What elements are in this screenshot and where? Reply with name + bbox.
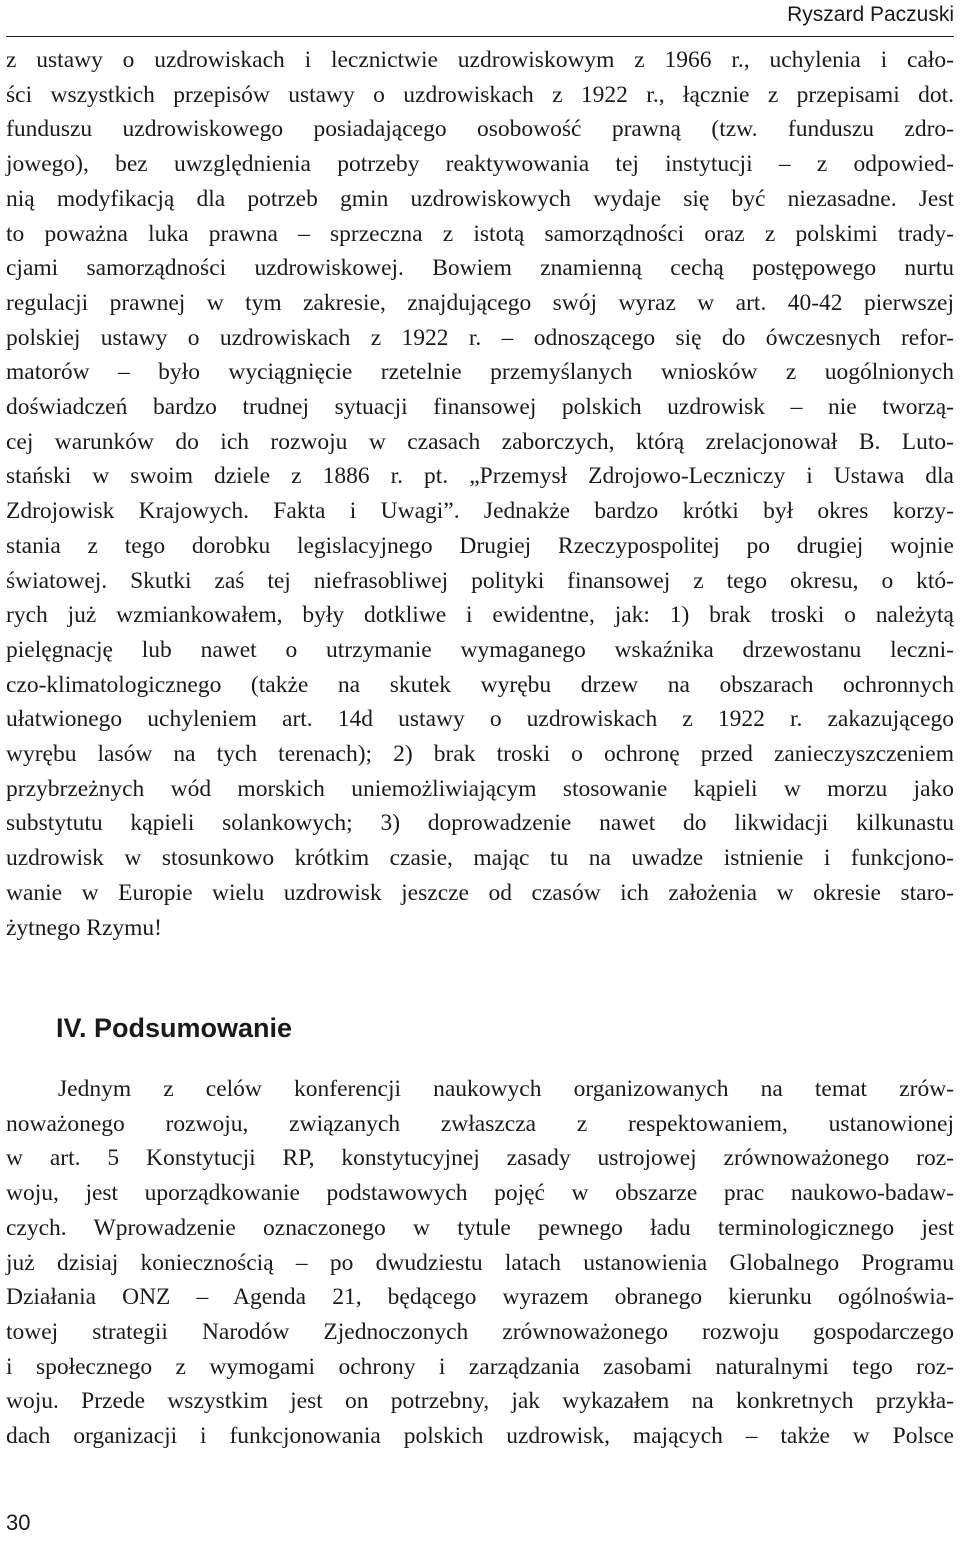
- body-paragraph-2: [6, 1072, 954, 1454]
- text-line: regulacji prawnej w tym zakresie, znajdującego swój wyraz w art. 40-42 pierwszej: [6, 289, 954, 316]
- text-line: Działania ONZ – Agenda 21, będącego wyrazem obranego kierunku ogólnoświa-: [6, 1284, 954, 1311]
- text-line: Jednym z celów konferencji naukowych organizowanych na temat zrów-: [58, 1076, 954, 1102]
- text-line: ści wszystkich przepisów ustawy o uzdrowiskach z 1922 r., łącznie z przepisami dot.: [6, 81, 954, 108]
- text-line: w art. 5 Konstytucji RP, konstytucyjnej zasady ustrojowej zrównoważonego roz-: [6, 1145, 954, 1172]
- section-heading: IV. Podsumowanie: [56, 1013, 293, 1043]
- text-line: uzdrowisk w stosunkowo krótkim czasie, mając tu na uwadze istnienie i funkcjono-: [6, 845, 954, 872]
- text-line: dach organizacji i funkcjonowania polskich uzdrowisk, mających – także w Polsce: [6, 1423, 954, 1450]
- text-line: wanie w Europie wielu uzdrowisk jeszcze od czasów ich założenia w okresie staro-: [6, 879, 954, 906]
- text-line: już dzisiaj koniecznością – po dwudziestu latach ustanowienia Globalnego Programu: [6, 1249, 954, 1276]
- text-line: z ustawy o uzdrowiskach i lecznictwie uzdrowiskowym z 1966 r., uchylenia i cało-: [6, 47, 954, 73]
- text-line: stania z tego dorobku legislacyjnego Drugiej Rzeczypospolitej po drugiej wojnie: [6, 532, 954, 559]
- text-line: pielęgnację lub nawet o utrzymanie wymaganego wskaźnika drzewostanu leczni-: [6, 636, 954, 663]
- text-line: czo-klimatologicznego (także na skutek wyrębu drzew na obszarach ochronnych: [6, 671, 954, 698]
- text-line: ułatwionego uchyleniem art. 14d ustawy o uzdrowiskach z 1922 r. zakazującego: [6, 706, 954, 733]
- text-line: noważonego rozwoju, związanych zwłaszcza z respektowaniem, ustanowionej: [6, 1110, 954, 1137]
- running-header-author: Ryszard Paczuski: [787, 3, 954, 26]
- text-line: doświadczeń bardzo trudnej sytuacji finansowej polskich uzdrowisk – nie tworzą-: [6, 394, 954, 421]
- text-line: woju. Przede wszystkim jest on potrzebny, jak wykazałem na konkretnych przykła-: [6, 1388, 954, 1415]
- body-paragraph-1: [6, 43, 954, 945]
- text-line: towej strategii Narodów Zjednoczonych zrównoważonego rozwoju gospodarczego: [6, 1318, 954, 1345]
- text-line: przybrzeżnych wód morskich uniemożliwiającym stosowanie kąpieli w morzu jako: [6, 775, 954, 802]
- text-line: cej warunków do ich rozwoju w czasach zaborczych, którą zrelacjonował B. Luto-: [6, 428, 954, 455]
- page-number: 30: [6, 1510, 31, 1535]
- text-line: stański w swoim dziele z 1886 r. pt. „Przemysł Zdrojowo-Leczniczy i Ustawa dla: [6, 463, 954, 490]
- text-line: i społecznego z wymogami ochrony i zarządzania zasobami naturalnymi tego roz-: [6, 1353, 954, 1380]
- text-line: to poważna luka prawna – sprzeczna z istotą samorządności oraz z polskimi trady-: [6, 220, 954, 247]
- text-line: cjami samorządności uzdrowiskowej. Bowiem znamienną cechą postępowego nurtu: [6, 255, 954, 282]
- text-line: Zdrojowisk Krajowych. Fakta i Uwagi”. Jednakże bardzo krótki był okres korzy-: [6, 498, 954, 525]
- text-line: czych. Wprowadzenie oznaczonego w tytule pewnego ładu terminologicznego jest: [6, 1214, 954, 1241]
- text-line: substytutu kąpieli solankowych; 3) doprowadzenie nawet do likwidacji kilkunastu: [6, 810, 954, 837]
- text-line: woju, jest uporządkowanie podstawowych pojęć w obszarze prac naukowo-badaw-: [6, 1180, 954, 1207]
- header-rule: [6, 36, 954, 37]
- text-line: polskiej ustawy o uzdrowiskach z 1922 r. – odnoszącego się do ówczesnych refor-: [6, 324, 954, 351]
- text-line: wyrębu lasów na tych terenach); 2) brak troski o ochronę przed zanieczyszczeniem: [6, 741, 954, 768]
- text-line: światowej. Skutki zaś tej niefrasobliwej polityki finansowej z tego okresu, o któ-: [6, 567, 954, 594]
- text-line: funduszu uzdrowiskowego posiadającego osobowość prawną (tzw. funduszu zdro-: [6, 116, 954, 143]
- text-line: jowego), bez uwzględnienia potrzeby reaktywowania tej instytucji – z odpowied-: [6, 151, 954, 178]
- text-line: żytnego Rzymu!: [6, 914, 162, 941]
- text-line: rych już wzmiankowałem, były dotkliwe i ewidentne, jak: 1) brak troski o należytą: [6, 602, 954, 629]
- text-line: matorów – było wyciągnięcie rzetelnie przemyślanych wniosków z uogólnionych: [6, 359, 954, 386]
- text-line: nią modyfikacją dla potrzeb gmin uzdrowiskowych wydaje się być niezasadne. Jest: [6, 185, 954, 212]
